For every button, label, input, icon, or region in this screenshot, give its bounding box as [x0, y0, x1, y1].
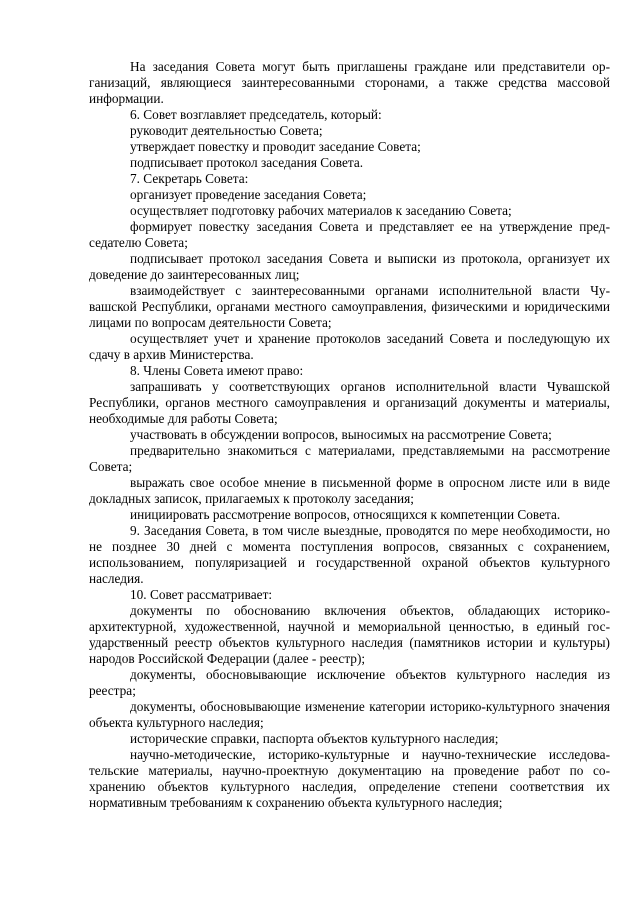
paragraph-item: запрашивать у соответствующих органов исполнительной власти Чувашской Республики, органов местного самоуправления и организаций документы и материалы, необходимые для работы Совета; [89, 379, 610, 426]
paragraph-section-7: 7. Секретарь Совета: [130, 171, 249, 186]
paragraph-item: формирует повестку заседания Совета и представляет ее на утверждение председателю Совета; [89, 219, 610, 250]
paragraph-item: участвовать в обсуждении вопросов, выносимых на рассмотрение Совета; [130, 427, 552, 442]
paragraph-item: предварительно знакомиться с материалами, представляемыми на рассмотрение Совета; [89, 443, 610, 474]
paragraph-section-8: 8. Члены Совета имеют право: [130, 363, 304, 378]
paragraph-section-6: 6. Совет возглавляет председатель, который: [130, 107, 382, 122]
paragraph-item: документы по обоснованию включения объектов, обладающих историко-архитектурной, художественной, научной и мемориальной ценностью, в единый государственный реестр объектов культурного наследия (памятников истории и культуры) народов Российской Федерации (далее - реестр); [89, 603, 610, 666]
paragraph-item: взаимодействует с заинтересованными органами исполнительной власти Чувашской Республики, органами местного самоуправления, физическими и юридическими лицами по вопросам деятельности Совета; [89, 283, 610, 330]
paragraph-item: документы, обосновывающие изменение категории историко-культурного значения объекта культурного наследия; [89, 699, 610, 730]
paragraph-item: исторические справки, паспорта объектов культурного наследия; [130, 731, 499, 746]
paragraph-invitation: На заседания Совета могут быть приглашены граждане или представители организаций, являющиеся заинтересованными сторонами, а также средства массовой информации. [89, 59, 610, 106]
paragraph-item: осуществляет учет и хранение протоколов заседаний Совета и последующую их сдачу в архив Министерства. [89, 331, 610, 362]
paragraph-item: документы, обосновывающие исключение объектов культурного наследия из реестра; [89, 667, 610, 698]
paragraph-item: утверждает повестку и проводит заседание Совета; [130, 139, 421, 154]
document-page [89, 59, 610, 811]
paragraph-item: руководит деятельностью Совета; [130, 123, 323, 138]
paragraph-item: подписывает протокол заседания Совета и выписки из протокола, организует их доведение до заинтересованных лиц; [89, 251, 610, 282]
paragraph-item: научно-методические, историко-культурные и научно-технические исследовательские материалы, научно-проектную документацию на проведение работ по сохранению объектов культурного наследия, определение степени соответствия их нормативным требованиям к сохранению объекта культурного наследия; [89, 747, 610, 810]
paragraph-item: осуществляет подготовку рабочих материалов к заседанию Совета; [130, 203, 512, 218]
paragraph-item: организует проведение заседания Совета; [130, 187, 367, 202]
paragraph-item: инициировать рассмотрение вопросов, относящихся к компетенции Совета. [130, 507, 561, 522]
paragraph-item: выражать свое особое мнение в письменной форме в опросном листе или в виде докладных записок, прилагаемых к протоколу заседания; [89, 475, 610, 506]
paragraph-section-10: 10. Совет рассматривает: [130, 587, 273, 602]
paragraph-item: подписывает протокол заседания Совета. [130, 155, 364, 170]
paragraph-section-9: 9. Заседания Совета, в том числе выездные, проводятся по мере необходимости, но не позднее 30 дней с момента поступления вопросов, связанных с сохранением, использованием, популяризацией и государственной охраной объектов культурного наследия. [89, 523, 610, 586]
